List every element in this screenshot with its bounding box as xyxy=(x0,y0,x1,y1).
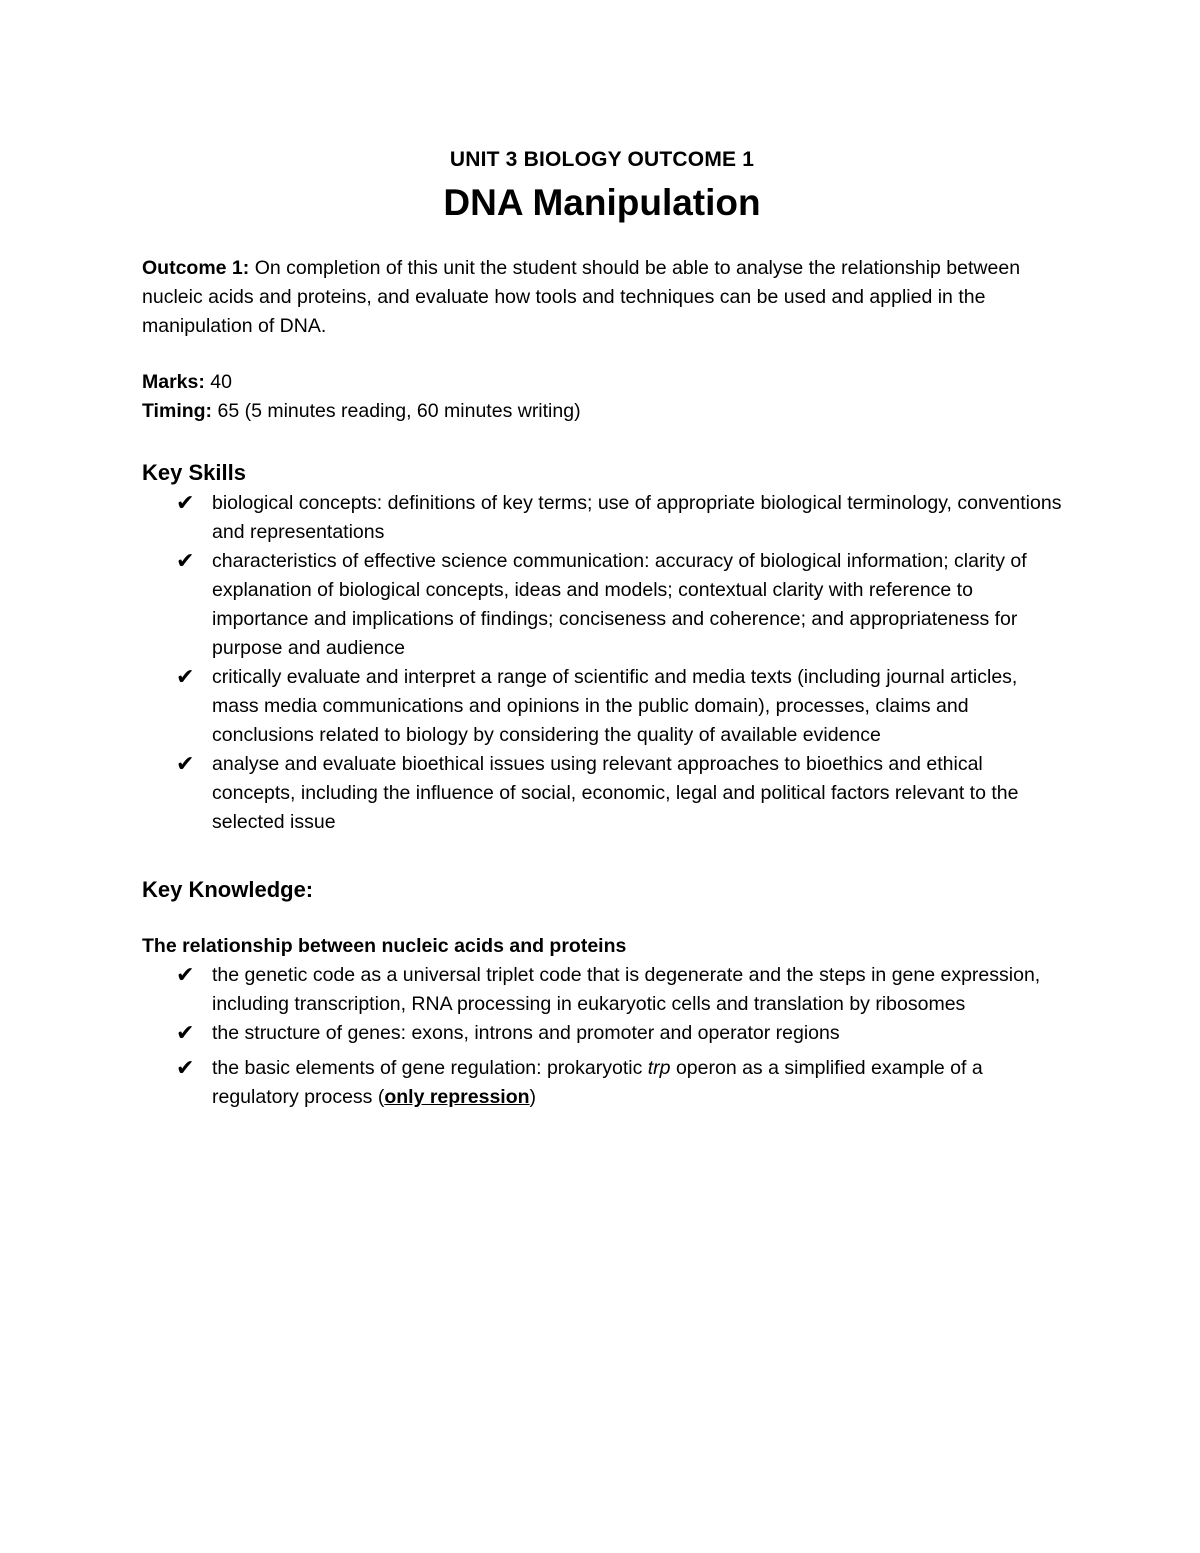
key-knowledge-list xyxy=(142,961,1062,1112)
knowledge-subheading: The relationship between nucleic acids and proteins xyxy=(142,935,627,957)
list-item xyxy=(142,1054,1062,1112)
list-item xyxy=(142,1019,1062,1048)
checkmark-icon: ✔ xyxy=(176,665,195,690)
marks-label: Marks: xyxy=(142,371,205,393)
marks-line xyxy=(142,368,1062,397)
marks-value: 40 xyxy=(204,371,232,393)
outcome-paragraph xyxy=(142,254,1062,341)
skill-text: analyse and evaluate bioethical issues using relevant approaches to bioethics and ethical concepts, including the influence of social, economic, legal and political factors relevant to the selected issue xyxy=(212,753,1019,833)
checkmark-icon: ✔ xyxy=(176,491,195,516)
checkmark-icon: ✔ xyxy=(176,1021,195,1046)
knowledge-text: the structure of genes: exons, introns and promoter and operator regions xyxy=(212,1022,840,1044)
skill-text: critically evaluate and interpret a range of scientific and media texts (including journal articles, mass media communications and opinions in the public domain), processes, claims and conclusions related to biology by considering the quality of available evidence xyxy=(212,666,1018,746)
list-item xyxy=(142,750,1062,837)
list-item xyxy=(142,663,1062,750)
list-item xyxy=(142,489,1062,547)
key-skills-heading: Key Skills xyxy=(142,460,246,485)
document-page xyxy=(142,140,1062,1112)
unit-heading: UNIT 3 BIOLOGY OUTCOME 1 xyxy=(449,148,755,171)
knowledge-text-part: operon as a simplified example of a regulatory process ( xyxy=(212,1057,983,1108)
knowledge-text-part: the basic elements of gene regulation: prokaryotic xyxy=(212,1057,648,1079)
checkmark-icon: ✔ xyxy=(176,1056,195,1081)
knowledge-italic-term: trp xyxy=(647,1057,671,1079)
knowledge-emphasis: only repression xyxy=(384,1086,530,1108)
assessment-details xyxy=(142,368,1062,426)
checkmark-icon: ✔ xyxy=(176,549,195,574)
timing-value: 65 (5 minutes reading, 60 minutes writing) xyxy=(212,400,581,422)
key-skills-list xyxy=(142,489,1062,837)
list-item xyxy=(142,547,1062,663)
skill-text: biological concepts: definitions of key terms; use of appropriate biological terminology, conventions and representations xyxy=(212,492,1062,543)
key-knowledge-heading: Key Knowledge: xyxy=(142,877,314,902)
outcome-label: Outcome 1: xyxy=(142,257,250,279)
timing-line xyxy=(142,397,1062,426)
document-title: DNA Manipulation xyxy=(443,182,761,223)
list-item xyxy=(142,961,1062,1019)
checkmark-icon: ✔ xyxy=(176,752,195,777)
outcome-text: On completion of this unit the student should be able to analyse the relationship between nucleic acids and proteins, and evaluate how tools and techniques can be used and applied in the manipulation of DNA. xyxy=(142,257,1021,337)
knowledge-text: the genetic code as a universal triplet code that is degenerate and the steps in gene expression, including transcription, RNA processing in eukaryotic cells and translation by ribosomes xyxy=(212,964,1041,1015)
timing-label: Timing: xyxy=(142,400,213,422)
knowledge-text-part: ) xyxy=(529,1086,537,1108)
checkmark-icon: ✔ xyxy=(176,963,195,988)
skill-text: characteristics of effective science communication: accuracy of biological information; clarity of explanation of biological concepts, ideas and models; contextual clarity with reference to importance and implications of findings; conciseness and coherence; and appropriateness for purpose and audience xyxy=(212,550,1027,659)
